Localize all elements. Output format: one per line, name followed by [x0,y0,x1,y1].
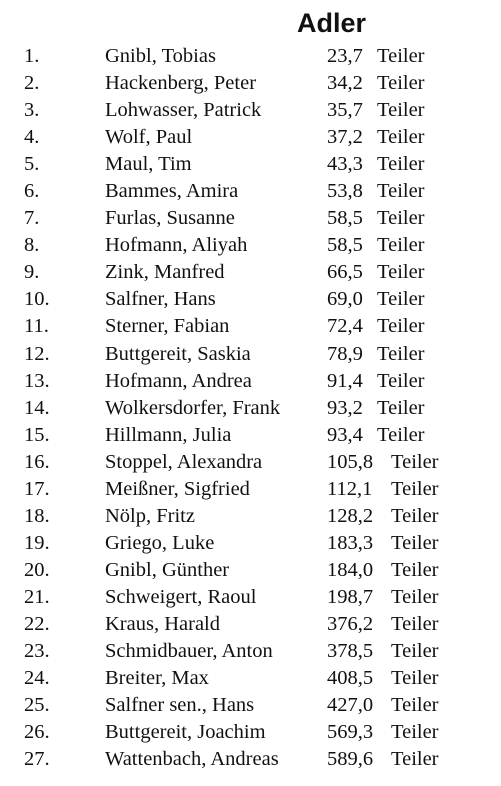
rank-number: 11. [24,315,49,338]
list-item [0,286,501,313]
rank-number: 21. [24,585,50,608]
rank-number: 12. [24,342,50,365]
score-unit: Teiler [377,180,425,203]
list-item [0,638,501,665]
list-item [0,313,501,340]
score-value: 427,0 [327,694,374,717]
list-item [0,341,501,368]
list-item [0,530,501,557]
participant-name: Salfner sen., Hans [105,694,255,717]
list-item [0,259,501,286]
score-unit: Teiler [377,288,425,311]
rank-number: 2. [24,72,40,95]
participant-name: Kraus, Harald [105,612,220,635]
score-unit: Teiler [391,667,439,690]
score-unit: Teiler [377,99,425,122]
participant-name: Gnibl, Tobias [105,45,216,67]
score-unit: Teiler [377,72,425,95]
rank-number: 25. [24,694,50,717]
participant-name: Hackenberg, Peter [105,72,257,95]
score-value: 569,3 [327,721,374,744]
score-value: 408,5 [327,667,374,690]
score-value: 53,8 [327,180,363,203]
list-item [0,692,501,719]
participant-name: Wolf, Paul [105,126,193,149]
rank-number: 4. [24,126,40,149]
score-unit: Teiler [377,261,425,284]
participant-name: Sterner, Fabian [105,315,230,338]
participant-name: Furlas, Susanne [105,207,235,230]
score-value: 35,7 [327,99,363,122]
participant-name: Nölp, Fritz [105,504,195,527]
participant-name: Griego, Luke [105,531,215,554]
score-value: 198,7 [327,585,374,608]
list-item [0,476,501,503]
rank-number: 22. [24,612,50,635]
rank-number: 14. [24,396,50,419]
score-unit: Teiler [391,721,439,744]
score-value: 589,6 [327,748,374,771]
rank-number: 13. [24,369,50,392]
score-unit: Teiler [377,396,425,419]
rank-number: 3. [24,99,40,122]
rank-number: 27. [24,748,50,771]
participant-name: Gnibl, Günther [105,558,230,581]
score-value: 78,9 [327,342,363,365]
rank-number: 26. [24,721,50,744]
score-unit: Teiler [391,558,439,581]
list-item [0,368,501,395]
list-item [0,395,501,422]
rank-number: 19. [24,531,50,554]
score-unit: Teiler [377,423,425,446]
score-unit: Teiler [377,126,425,149]
score-unit: Teiler [391,477,439,500]
score-value: 376,2 [327,612,374,635]
score-unit: Teiler [391,694,439,717]
list-item [0,232,501,259]
participant-name: Meißner, Sigfried [105,477,250,500]
score-value: 34,2 [327,72,363,95]
list-item [0,70,501,97]
participant-name: Hofmann, Aliyah [105,234,248,257]
score-unit: Teiler [377,369,425,392]
rank-number: 9. [24,261,40,284]
score-unit: Teiler [391,640,439,663]
participant-name: Breiter, Max [105,667,209,690]
score-value: 112,1 [327,477,373,500]
score-value: 66,5 [327,261,363,284]
list-item [0,611,501,638]
rank-number: 8. [24,234,40,257]
score-value: 93,2 [327,396,363,419]
score-unit: Teiler [391,612,439,635]
list-item [0,422,501,449]
score-unit: Teiler [391,504,439,527]
list-item [0,665,501,692]
participant-name: Wolkersdorfer, Frank [105,396,281,419]
results-list [0,43,501,773]
score-unit: Teiler [377,342,425,365]
score-unit: Teiler [391,531,439,554]
list-item [0,584,501,611]
page-title: Adler [296,8,367,38]
participant-name: Bammes, Amira [105,180,239,203]
score-value: 58,5 [327,234,363,257]
score-value: 91,4 [327,369,363,392]
participant-name: Lohwasser, Patrick [105,99,262,122]
rank-number: 20. [24,558,50,581]
rank-number: 24. [24,667,50,690]
list-item [0,205,501,232]
rank-number: 18. [24,504,50,527]
participant-name: Hofmann, Andrea [105,369,252,392]
score-value: 43,3 [327,153,363,176]
score-value: 93,4 [327,423,363,446]
participant-name: Schweigert, Raoul [105,585,257,608]
score-value: 183,3 [327,531,374,554]
rank-number: 10. [24,288,50,311]
score-value: 378,5 [327,640,374,663]
participant-name: Maul, Tim [105,153,192,176]
participant-name: Hillmann, Julia [105,423,232,446]
score-unit: Teiler [377,207,425,230]
rank-number: 1. [24,45,40,67]
score-unit: Teiler [377,45,425,67]
score-value: 72,4 [327,315,363,338]
list-item [0,503,501,530]
participant-name: Salfner, Hans [105,288,216,311]
score-value: 128,2 [327,504,374,527]
score-value: 69,0 [327,288,363,311]
list-item [0,449,501,476]
score-value: 105,8 [327,450,374,473]
rank-number: 16. [24,450,50,473]
list-item [0,97,501,124]
participant-name: Schmidbauer, Anton [105,640,273,663]
list-item [0,746,501,773]
list-item [0,557,501,584]
rank-number: 23. [24,640,50,663]
score-unit: Teiler [377,315,425,338]
list-item [0,43,501,70]
participant-name: Buttgereit, Joachim [105,721,266,744]
list-item [0,178,501,205]
score-unit: Teiler [391,585,439,608]
score-unit: Teiler [377,153,425,176]
participant-name: Stoppel, Alexandra [105,450,263,473]
list-item [0,124,501,151]
score-unit: Teiler [391,450,439,473]
score-value: 23,7 [327,45,363,67]
rank-number: 17. [24,477,50,500]
score-unit: Teiler [377,234,425,257]
score-unit: Teiler [391,748,439,771]
list-item [0,719,501,746]
rank-number: 6. [24,180,40,203]
score-value: 184,0 [327,558,374,581]
participant-name: Buttgereit, Saskia [105,342,251,365]
participant-name: Zink, Manfred [105,261,225,284]
rank-number: 15. [24,423,50,446]
participant-name: Wattenbach, Andreas [105,748,279,771]
score-value: 58,5 [327,207,363,230]
score-value: 37,2 [327,126,363,149]
rank-number: 5. [24,153,40,176]
list-item [0,151,501,178]
rank-number: 7. [24,207,40,230]
